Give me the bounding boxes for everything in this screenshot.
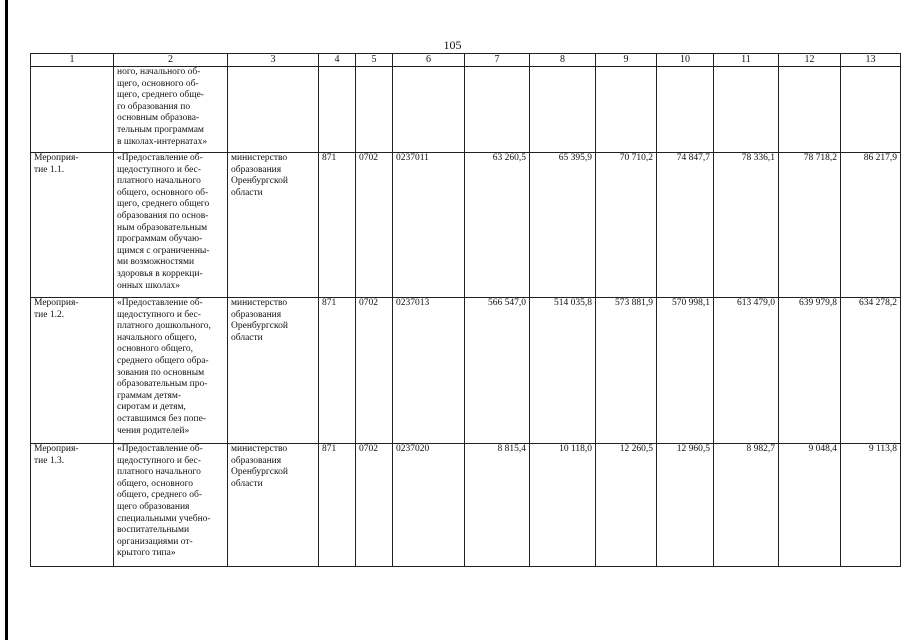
- amount-cell: 10 118,0: [530, 444, 596, 567]
- amount-cell: 65 395,9: [530, 153, 596, 298]
- amount-cell: 573 881,9: [596, 298, 657, 444]
- target-article-code: 0237020: [393, 444, 465, 567]
- column-header: 13: [841, 54, 901, 67]
- responsible-executor: министерство образования Оренбургской области: [228, 153, 319, 298]
- table-row: [31, 444, 901, 567]
- column-header: 2: [114, 54, 228, 67]
- amount-cell: 74 847,7: [657, 153, 714, 298]
- page-number: 105: [443, 38, 462, 52]
- measure-label: Мероприя- тие 1.3.: [31, 444, 114, 567]
- amount-cell: 566 547,0: [465, 298, 530, 444]
- amount-cell: 12 960,5: [657, 444, 714, 567]
- table-row: [31, 153, 901, 298]
- column-header: 10: [657, 54, 714, 67]
- column-number-row: [31, 54, 901, 67]
- amount-cell: 613 479,0: [714, 298, 779, 444]
- grbs-code: 871: [319, 298, 356, 444]
- column-header: 5: [356, 54, 393, 67]
- amount-cell: 78 336,1: [714, 153, 779, 298]
- amount-cell: 8 982,7: [714, 444, 779, 567]
- amount-cell: 78 718,2: [779, 153, 841, 298]
- amount-cell: 514 035,8: [530, 298, 596, 444]
- column-header: 6: [393, 54, 465, 67]
- column-header: 4: [319, 54, 356, 67]
- responsible-executor: министерство образования Оренбургской области: [228, 444, 319, 567]
- column-header: 3: [228, 54, 319, 67]
- amount-cell: 70 710,2: [596, 153, 657, 298]
- table-row: [31, 298, 901, 444]
- section-code: 0702: [356, 153, 393, 298]
- program-measures-table: [30, 53, 901, 567]
- measure-description: «Предоставление об- щедоступного и бес- платного начального общего, основного об- щего, среднего общего образования по основ- ным образовательным программам обучаю- щимся с ограниченны- ми возможностями здоровья в коррекци- онных школах»: [114, 153, 228, 298]
- measure-label: Мероприя- тие 1.2.: [31, 298, 114, 444]
- target-article-code: 0237011: [393, 153, 465, 298]
- scan-margin-bar: [5, 0, 8, 640]
- measure-description: «Предоставление об- щедоступного и бес- платного начального общего, основного общего, среднего об- щего образования специальными учебно- воспитательными организациями от- крытого типа»: [114, 444, 228, 567]
- amount-cell: 634 278,2: [841, 298, 901, 444]
- column-header: 12: [779, 54, 841, 67]
- section-code: 0702: [356, 298, 393, 444]
- column-header: 8: [530, 54, 596, 67]
- column-header: 7: [465, 54, 530, 67]
- grbs-code: 871: [319, 153, 356, 298]
- section-code: 0702: [356, 444, 393, 567]
- continuation-description: ного, начального об- щего, основного об- щего, среднего обще- го образования по основным образова- тельным программам в школах-интернатах»: [114, 67, 228, 153]
- amount-cell: 9 048,4: [779, 444, 841, 567]
- column-header: 9: [596, 54, 657, 67]
- grbs-code: 871: [319, 444, 356, 567]
- amount-cell: 639 979,8: [779, 298, 841, 444]
- responsible-executor: министерство образования Оренбургской области: [228, 298, 319, 444]
- amount-cell: 8 815,4: [465, 444, 530, 567]
- amount-cell: 9 113,8: [841, 444, 901, 567]
- amount-cell: 86 217,9: [841, 153, 901, 298]
- measure-label: Мероприя- тие 1.1.: [31, 153, 114, 298]
- amount-cell: 570 998,1: [657, 298, 714, 444]
- amount-cell: 63 260,5: [465, 153, 530, 298]
- column-header: 1: [31, 54, 114, 67]
- column-header: 11: [714, 54, 779, 67]
- target-article-code: 0237013: [393, 298, 465, 444]
- amount-cell: 12 260,5: [596, 444, 657, 567]
- measure-description: «Предоставление об- щедоступного и бес- платного дошкольного, начального общего, основного общего, среднего общего обра- зования по основным образовательным про- граммам детям- сиротам и детям, оставшимся без попе- чения родителей»: [114, 298, 228, 444]
- continuation-row: [31, 67, 901, 153]
